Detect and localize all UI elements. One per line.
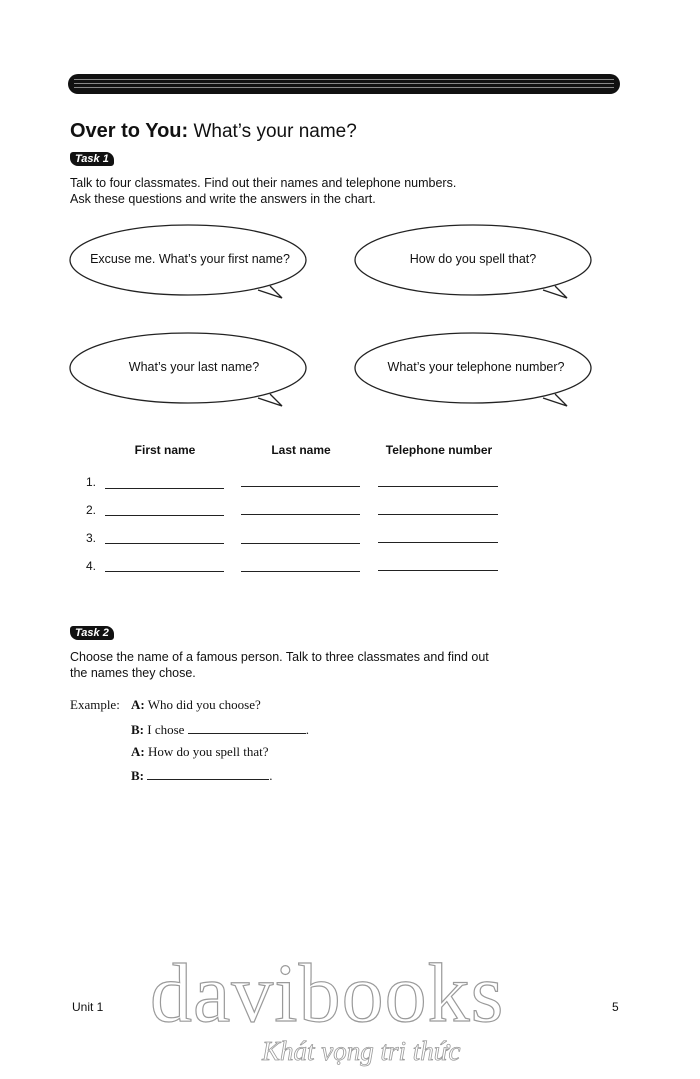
dialogue-line	[131, 697, 261, 713]
task2-instruction-line: Choose the name of a famous person. Talk to three classmates and find out	[70, 650, 489, 664]
task2-badge: Task 2	[70, 626, 114, 640]
column-header-telephone: Telephone number	[385, 443, 493, 457]
dialogue-end: .	[269, 768, 273, 783]
task1-badge: Task 1	[70, 152, 114, 166]
task1-instruction-line: Ask these questions and write the answers in the chart.	[70, 192, 376, 206]
answer-blank[interactable]	[147, 767, 269, 780]
answer-line-last-name[interactable]	[241, 486, 360, 487]
speaker-label: A:	[131, 744, 145, 759]
row-number: 1.	[86, 475, 97, 489]
title-rest: What’s your name?	[188, 121, 357, 142]
row-number: 3.	[86, 531, 97, 545]
dialogue-line	[131, 767, 273, 784]
dialogue-end: .	[305, 722, 309, 737]
answer-line-first-name[interactable]	[105, 571, 224, 572]
answer-line-first-name[interactable]	[105, 515, 224, 516]
column-header-first-name: First name	[134, 443, 196, 457]
task2-instructions	[70, 649, 510, 681]
answer-line-first-name[interactable]	[105, 543, 224, 544]
bubble-text-first-name: Excuse me. What’s your first name?	[90, 252, 290, 266]
task2-instruction-line: the names they chose.	[70, 666, 196, 680]
answer-line-telephone[interactable]	[378, 486, 498, 487]
bubble-text-spell: How do you spell that?	[409, 252, 537, 266]
speaker-label: B:	[131, 722, 144, 737]
title-bold: Over to You:	[70, 120, 189, 142]
answer-line-telephone[interactable]	[378, 514, 498, 515]
watermark-slogan: Khát vọng tri thức	[262, 1036, 461, 1066]
column-header-last-name: Last name	[271, 443, 331, 457]
watermark-brand: davibooks	[150, 947, 505, 1040]
answer-blank[interactable]	[188, 721, 306, 734]
dialogue-text: I chose	[147, 722, 185, 737]
answer-line-telephone[interactable]	[378, 542, 498, 543]
speech-bubbles	[0, 0, 700, 420]
speaker-label: B:	[131, 768, 144, 783]
row-number: 4.	[86, 559, 97, 573]
answer-line-first-name[interactable]	[105, 488, 224, 489]
page-number: 5	[612, 1000, 619, 1014]
answer-line-telephone[interactable]	[378, 570, 498, 571]
dialogue-line	[131, 721, 309, 738]
answer-line-last-name[interactable]	[241, 543, 360, 544]
row-number: 2.	[86, 503, 97, 517]
dialogue-text: How do you spell that?	[147, 744, 269, 759]
task1-instruction-line: Talk to four classmates. Find out their names and telephone numbers.	[70, 176, 457, 190]
answer-line-last-name[interactable]	[241, 514, 360, 515]
bubble-text-telephone: What’s your telephone number?	[387, 360, 565, 374]
example-label: Example:	[70, 697, 120, 712]
dialogue-text: Who did you choose?	[147, 697, 261, 712]
dialogue-line	[131, 744, 269, 760]
answer-line-last-name[interactable]	[241, 571, 360, 572]
bubble-text-last-name: What’s your last name?	[128, 360, 260, 374]
unit-label: Unit 1	[72, 1000, 104, 1014]
speaker-label: A:	[131, 697, 145, 712]
